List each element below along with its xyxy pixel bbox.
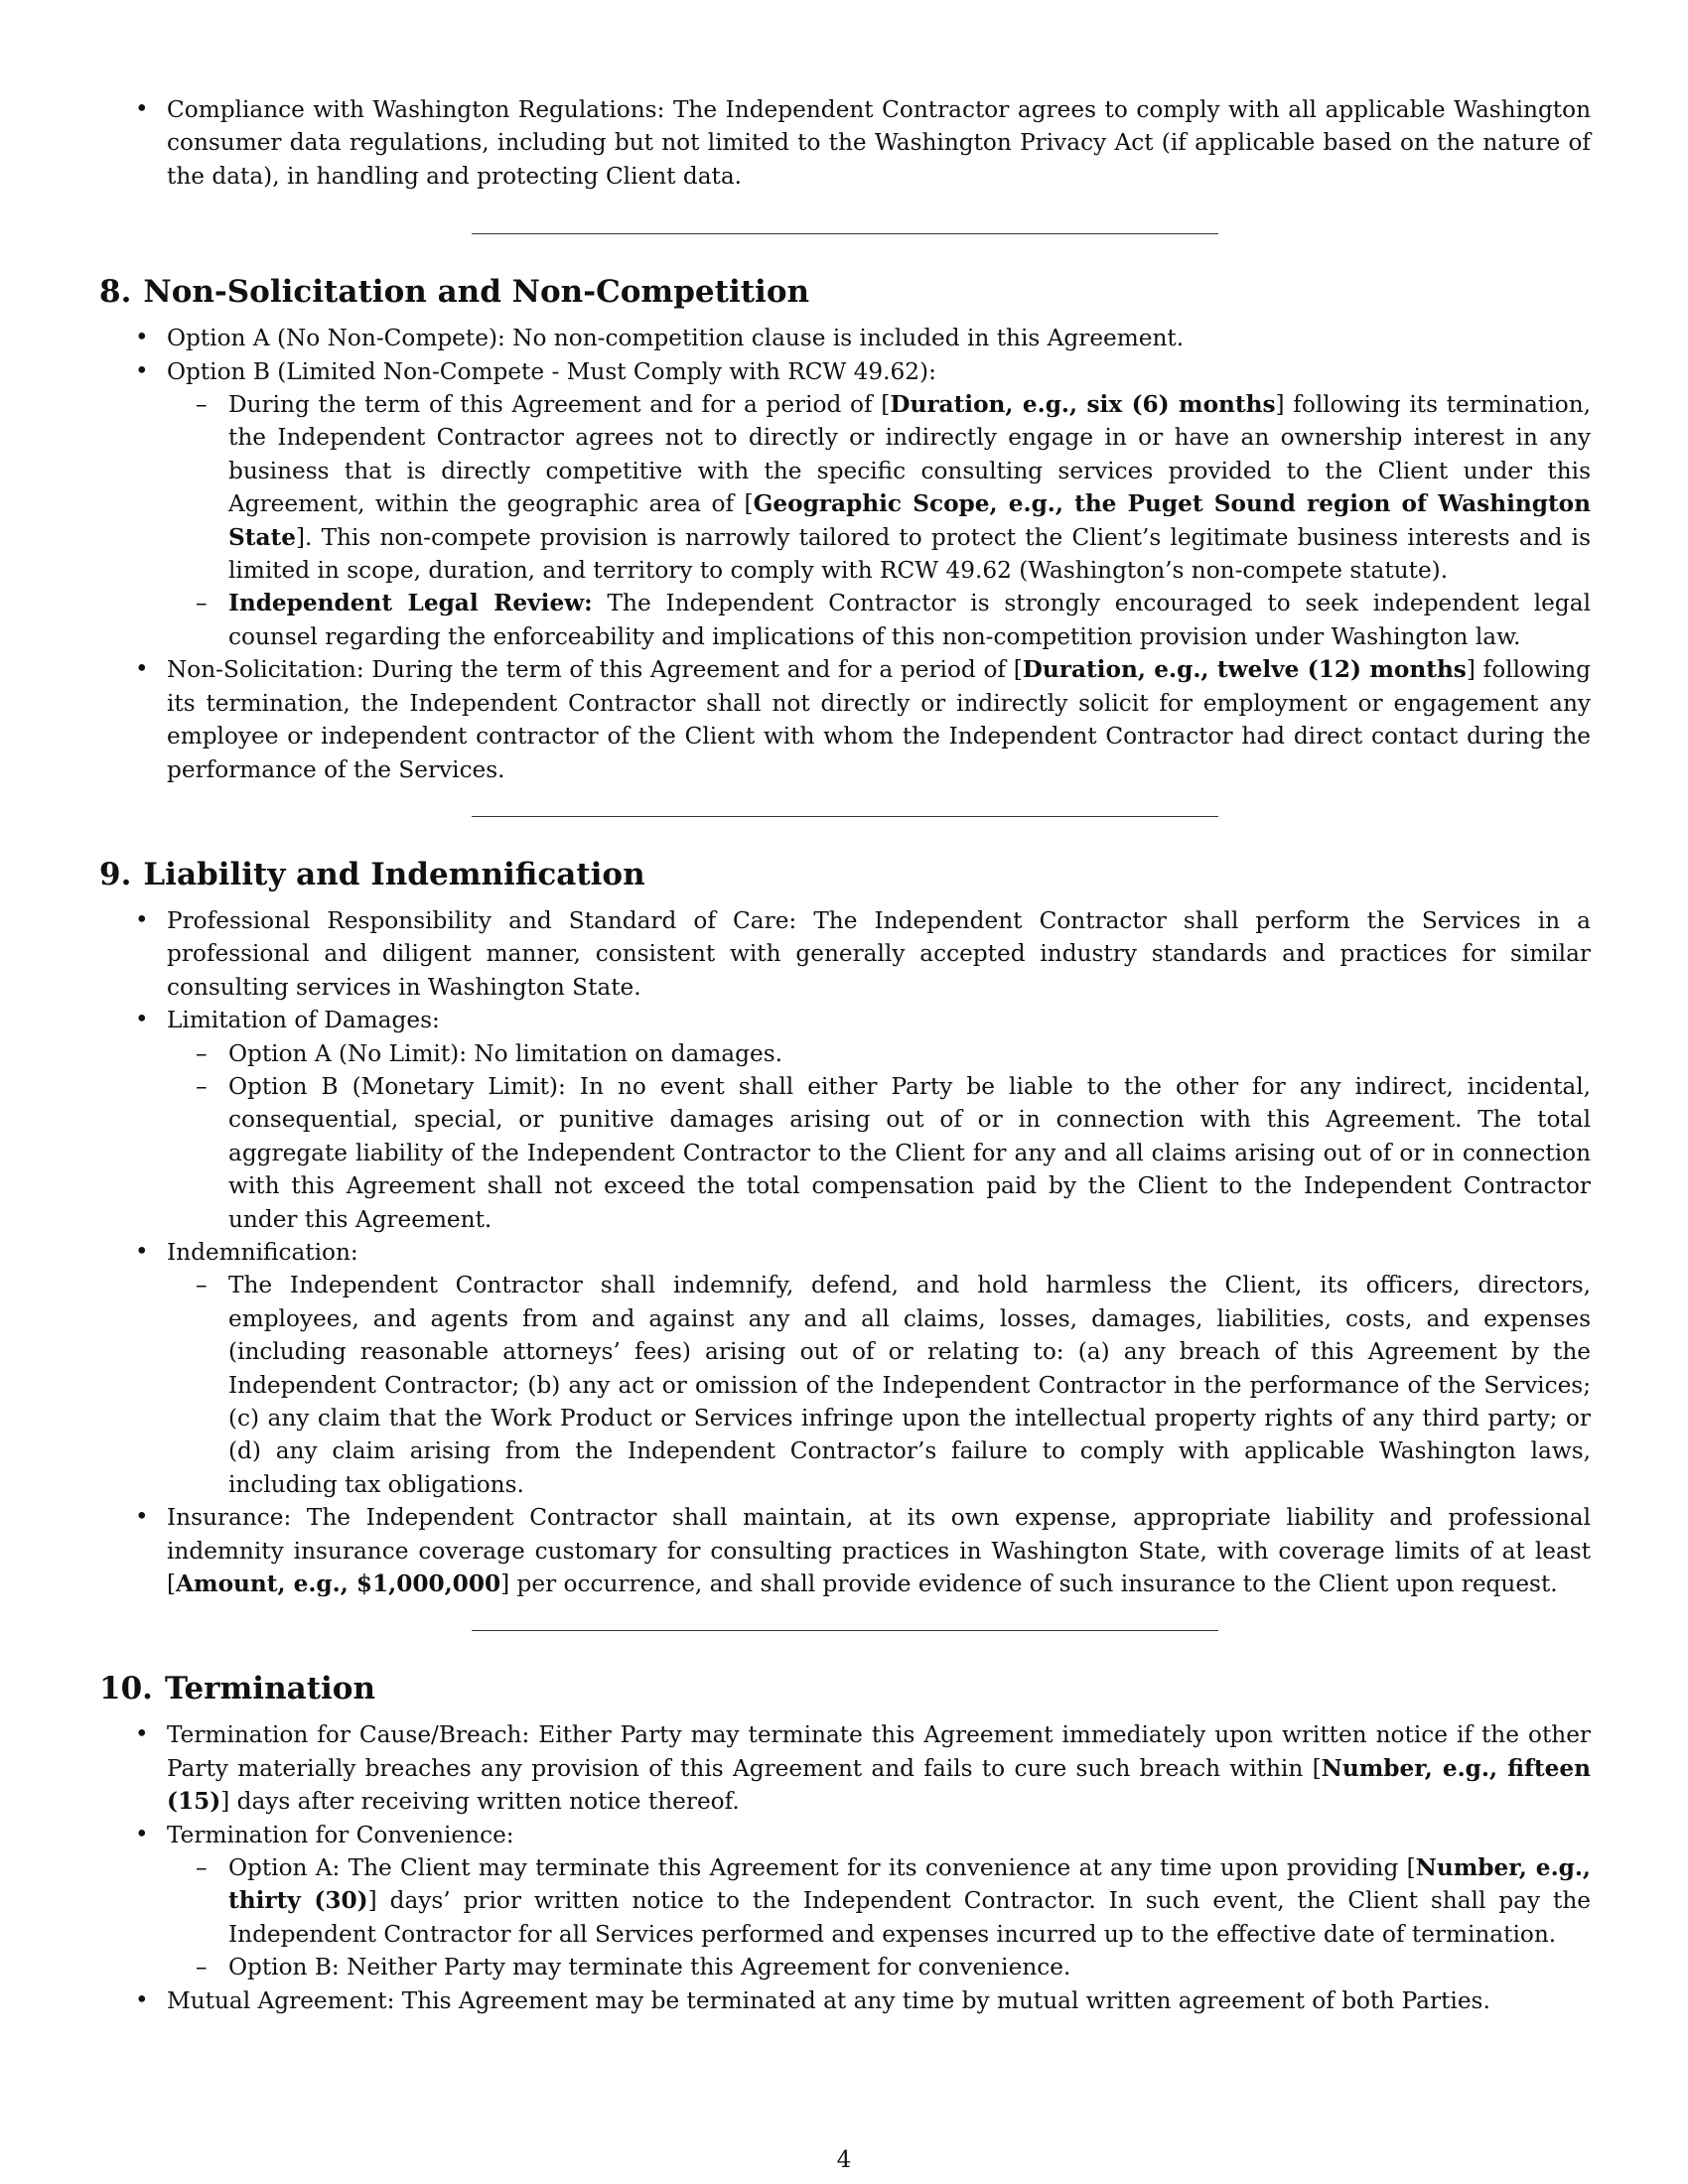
sublist <box>167 1851 1591 1984</box>
list-item: • Non-Solicitation: During the term of this Agreement and for a period of [Duration, e.g., twelve (12) months] following its termination, the Independent Contractor shall not directly or indirectly solicit for employment or engagement any employee or independent contractor of the Client with whom the Independent Contractor had direct contact during the performance of the Services. <box>99 653 1591 786</box>
list-item: • Indemnification: – The Independent Contractor shall indemnify, defend, and hold harmless the Client, its officers, directors, employees, and agents from and against any and all claims, losses, damages, liabilities, costs, and expenses (including reasonable attorneys’ fees) arising out of or relating to: (a) any breach of this Agreement by the Independent Contractor; (b) any act or omission of the Independent Contractor in the performance of the Services; (c) any claim that the Work Product or Services infringe upon the intellectual property rights of any third party; or (d) any claim arising from the Independent Contractor’s failure to comply with applicable Washington laws, including tax obligations. <box>99 1236 1591 1501</box>
sublist-item: – Option A (No Limit): No limitation on damages. <box>99 1037 1591 1070</box>
section-heading-8: 8. Non-Solicitation and Non-Competition <box>99 274 810 311</box>
sublist <box>167 1037 1591 1236</box>
list-item: • Mutual Agreement: This Agreement may be terminated at any time by mutual written agreement of both Parties. <box>99 1984 1591 2017</box>
list-item: • Compliance with Washington Regulations: The Independent Contractor agrees to comply with all applicable Washington consumer data regulations, including but not limited to the Washington Privacy Act (if applicable based on the nature of the data), in handling and protecting Client data. <box>99 93 1591 193</box>
list-item: • Termination for Cause/Breach: Either Party may terminate this Agreement immediately upon written notice if the other Party materially breaches any provision of this Agreement and fails to cure such breach within [Number, e.g., fifteen (15)] days after receiving written notice thereof. <box>99 1718 1591 1818</box>
section-8-list <box>99 322 1591 786</box>
list-item: • Insurance: The Independent Contractor shall maintain, at its own expense, appropriate liability and professional indemnity insurance coverage customary for consulting practices in Washington State, with coverage limits of at least [Amount, e.g., $1,000,000] per occurrence, and shall provide evidence of such insurance to the Client upon request. <box>99 1501 1591 1600</box>
section-divider <box>472 1630 1218 1631</box>
sublist <box>167 1269 1591 1501</box>
sublist-item: – Option A: The Client may terminate this Agreement for its convenience at any time upon providing [Number, e.g., thirty (30)] days’ prior written notice to the Independent Contractor. In such event, the Client shall pay the Independent Contractor for all Services performed and expenses incurred up to the effective date of termination. <box>99 1851 1591 1951</box>
page-number: 4 <box>836 2147 852 2173</box>
sublist <box>167 388 1591 653</box>
section-heading-10: 10. Termination <box>99 1671 376 1707</box>
list-item: • Professional Responsibility and Standard of Care: The Independent Contractor shall perform the Services in a professional and diligent manner, consistent with generally accepted industry standards and practices for similar consulting services in Washington State. <box>99 904 1591 1004</box>
list-item: • Termination for Convenience: – Option A: The Client may terminate this Agreement for its convenience at any time upon providing [Number, e.g., thirty (30)] days’ prior written notice to the Independent Contractor. In such event, the Client shall pay the Independent Contractor for all Services performed and expenses incurred up to the effective date of termination. – Option B: Neither Party may terminate this Agreement for convenience. <box>99 1819 1591 1984</box>
list-item: • Option B (Limited Non-Compete - Must Comply with RCW 49.62): – During the term of this Agreement and for a period of [Duration, e.g., six (6) months] following its termination, the Independent Contractor agrees not to directly or indirectly engage in or have an ownership interest in any business that is directly competitive with the specific consulting services provided to the Client under this Agreement, within the geographic area of [Geographic Scope, e.g., the Puget Sound region of Washington State]. This non-compete provision is narrowly tailored to protect the Client’s legitimate business interests and is limited in scope, duration, and territory to comply with RCW 49.62 (Washington’s non-compete statute). – Independent Legal Review: The Independent Contractor is strongly encouraged to seek independent legal counsel regarding the enforceability and implications of this non-competition provision under Washington law. <box>99 355 1591 654</box>
list-item: • Option A (No Non-Compete): No non-competition clause is included in this Agreement. <box>99 322 1591 354</box>
sublist-item: – During the term of this Agreement and for a period of [Duration, e.g., six (6) months] following its termination, the Independent Contractor agrees not to directly or indirectly engage in or have an ownership interest in any business that is directly competitive with the specific consulting services provided to the Client under this Agreement, within the geographic area of [Geographic Scope, e.g., the Puget Sound region of Washington State]. This non-compete provision is narrowly tailored to protect the Client’s legitimate business interests and is limited in scope, duration, and territory to comply with RCW 49.62 (Washington’s non-compete statute). <box>99 388 1591 587</box>
section-10-list <box>99 1718 1591 2017</box>
list-item: • Limitation of Damages: – Option A (No Limit): No limitation on damages. – Option B (Monetary Limit): In no event shall either Party be liable to the other for any indirect, incidental, consequential, special, or punitive damages arising out of or in connection with this Agreement. The total aggregate liability of the Independent Contractor to the Client for any and all claims arising out of or in connection with this Agreement shall not exceed the total compensation paid by the Client to the Independent Contractor under this Agreement. <box>99 1004 1591 1236</box>
section-divider <box>472 233 1218 234</box>
sublist-item: – Independent Legal Review: The Independent Contractor is strongly encouraged to seek independent legal counsel regarding the enforceability and implications of this non-competition provision under Washington law. <box>99 587 1591 653</box>
sublist-item: – The Independent Contractor shall indemnify, defend, and hold harmless the Client, its officers, directors, employees, and agents from and against any and all claims, losses, damages, liabilities, costs, and expenses (including reasonable attorneys’ fees) arising out of or relating to: (a) any breach of this Agreement by the Independent Contractor; (b) any act or omission of the Independent Contractor in the performance of the Services; (c) any claim that the Work Product or Services infringe upon the intellectual property rights of any third party; or (d) any claim arising from the Independent Contractor’s failure to comply with applicable Washington laws, including tax obligations. <box>99 1269 1591 1501</box>
section-9-list <box>99 904 1591 1601</box>
document-page <box>99 93 1591 2017</box>
section-divider <box>472 816 1218 817</box>
sublist-item: – Option B (Monetary Limit): In no event shall either Party be liable to the other for any indirect, incidental, consequential, special, or punitive damages arising out of or in connection with this Agreement. The total aggregate liability of the Independent Contractor to the Client for any and all claims arising out of or in connection with this Agreement shall not exceed the total compensation paid by the Client to the Independent Contractor under this Agreement. <box>99 1070 1591 1236</box>
section-heading-9: 9. Liability and Indemnification <box>99 856 645 892</box>
sublist-item: – Option B: Neither Party may terminate this Agreement for convenience. <box>99 1951 1591 1983</box>
intro-list <box>99 93 1591 193</box>
